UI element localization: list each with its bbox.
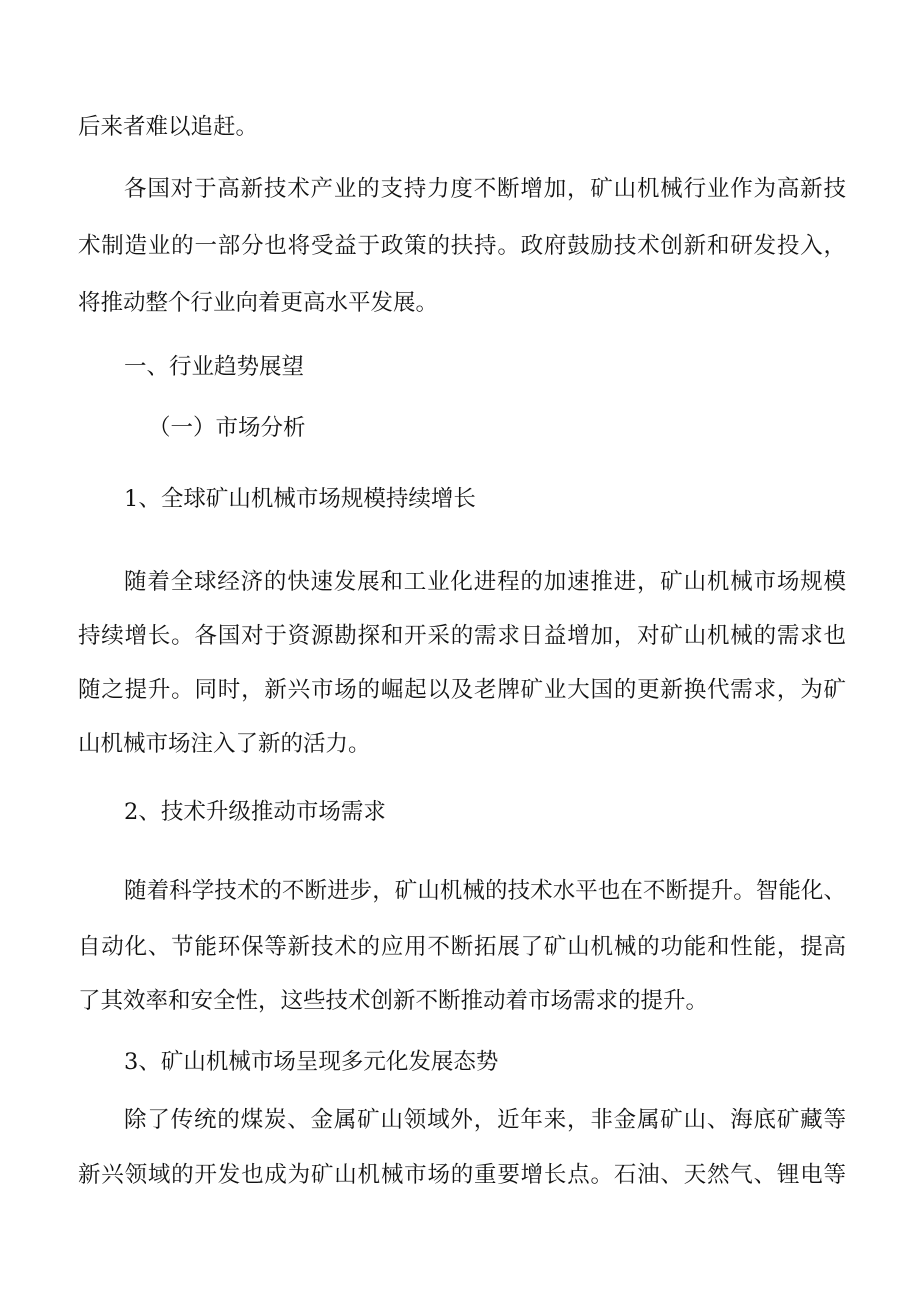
paragraph-line: 随之提升。同时，新兴市场的崛起以及老牌矿业大国的更新换代需求，为矿 xyxy=(78,677,846,703)
paragraph-line: 新兴领域的开发也成为矿山机械市场的重要增长点。石油、天然气、锂电等 xyxy=(78,1162,846,1188)
item-heading: 1、全球矿山机械市场规模持续增长 xyxy=(124,486,476,512)
paragraph-line: 山机械市场注入了新的活力。 xyxy=(78,731,371,757)
paragraph-line: 随着科学技术的不断进步，矿山机械的技术水平也在不断提升。智能化、 xyxy=(124,878,846,904)
item-heading: 2、技术升级推动市场需求 xyxy=(124,799,386,825)
item-heading: 3、矿山机械市场呈现多元化发展态势 xyxy=(124,1049,499,1075)
paragraph-line: 各国对于高新技术产业的支持力度不断增加，矿山机械行业作为高新技 xyxy=(124,176,846,202)
section-title: 一、行业趋势展望 xyxy=(124,354,305,380)
paragraph-line: 了其效率和安全性，这些技术创新不断推动着市场需求的提升。 xyxy=(78,988,709,1014)
paragraph-line: 将推动整个行业向着更高水平发展。 xyxy=(78,290,439,316)
paragraph-line: 持续增长。各国对于资源勘探和开采的需求日益增加，对矿山机械的需求也 xyxy=(78,623,846,649)
paragraph-line: 术制造业的一部分也将受益于政策的扶持。政府鼓励技术创新和研发投入， xyxy=(78,233,846,259)
paragraph-line: 自动化、节能环保等新技术的应用不断拓展了矿山机械的功能和性能，提高 xyxy=(78,934,846,960)
paragraph-line: 随着全球经济的快速发展和工业化进程的加速推进，矿山机械市场规模 xyxy=(124,569,846,595)
subsection-title: （一）市场分析 xyxy=(148,415,306,441)
paragraph-line: 除了传统的煤炭、金属矿山领域外，近年来，非金属矿山、海底矿藏等 xyxy=(124,1107,846,1133)
paragraph-line: 后来者难以追赶。 xyxy=(78,114,259,140)
